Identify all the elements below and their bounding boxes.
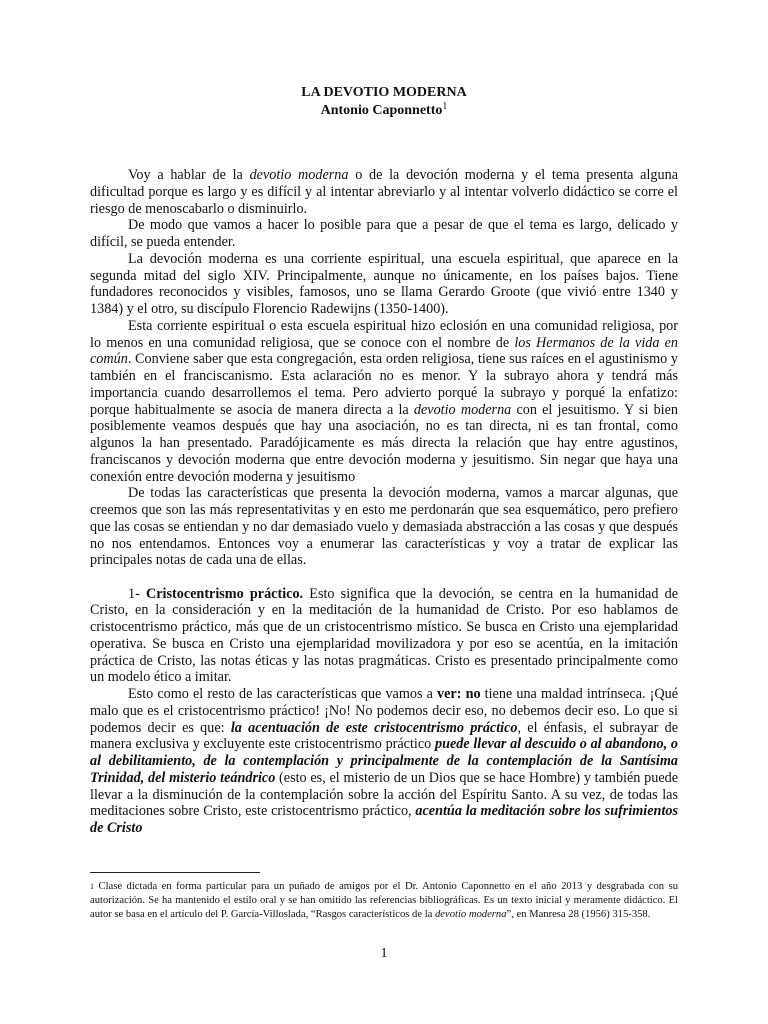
strong-emphasis xyxy=(231,720,518,736)
footnote-reference[interactable]: 1 xyxy=(442,101,448,112)
emphasis-text: acentúa la meditación sobre los sufrimientos de Cristo xyxy=(90,803,678,836)
document-body xyxy=(90,167,678,837)
text-run: tiene una maldad intrínseca. ¡Qué malo que es el cristocentrismo práctico! ¡No! No podemos decir eso, no debemos decir eso. Lo que si podemos decir es que: xyxy=(90,686,679,736)
text-run: La devoción moderna es una corriente espiritual, una escuela espiritual, que aparece en la segunda mitad del siglo XIV. Principalmente, aunque no únicamente, en los países bajos. Tiene fundadores reconocidos y visibles, famosos, uno se llama Gerardo Groote (que vivió entre 1340 y 1384) y el otro, su discípulo Florencio Radewijns (1350-1400). xyxy=(90,250,678,317)
text-run: o de la devoción moderna y el tema presenta alguna dificultad porque es largo y es difícil y al intentar abreviarlo y al intentar volverlo didáctico se corre el riesgo de menoscabarlo o disminuirlo. xyxy=(90,167,678,217)
italic-text: devotio moderna xyxy=(413,401,512,418)
text-run: ”, en Manresa 28 (1956) 315-358. xyxy=(506,908,651,920)
italic-text: devotio moderna xyxy=(435,908,507,920)
text-run: (esto es, el misterio de un Dios que se hace Hombre) y también puede llevar a la disminución de la contemplación sobre la acción del Espíritu Santo. A su vez, de todas las meditaciones sobre Cristo, este cristocentrismo práctico, xyxy=(90,769,679,820)
paragraph xyxy=(90,318,678,486)
paragraph xyxy=(90,586,678,687)
italic-text: devotio moderna xyxy=(249,167,349,183)
bold-text: ver: xyxy=(437,686,462,702)
author-name: Antonio Caponnetto xyxy=(320,103,443,118)
text-run: Voy a hablar de la xyxy=(128,167,250,183)
text-run: Esta corriente espiritual o esta escuela espiritual hizo eclosión en una comunidad religiosa, por lo menos en una comunidad religiosa, que se conoce con el nombre de xyxy=(90,317,678,351)
paragraph xyxy=(90,251,678,318)
footnote xyxy=(90,880,678,922)
text-run: De todas las características que presenta la devoción moderna, vamos a marcar algunas, que creemos que son las más representativitas y en esto me perdonarán que sea esquemático, pero prefiero que las cosas se entiendan y no dar demasiado vuelo y demasiada abstracción a las cosas y que después no nos entendamos. Entonces voy a enumerar las características y voy a tratar de explicar las principales notas de cada una de ellas. xyxy=(90,485,678,569)
bold-text: Cristocentrismo práctico. xyxy=(146,585,304,602)
text-run: 1- xyxy=(128,585,147,602)
emphasis-text: la acentuación de este cristocentrismo práctico xyxy=(230,719,518,736)
document-title: LA DEVOTIO MODERNA xyxy=(301,85,467,100)
bold-text: no xyxy=(465,686,481,702)
footnote-separator xyxy=(90,872,260,873)
text-run: Clase dictada en forma particular para un puñado de amigos por el Dr. Antonio Caponnetto en el año 2013 y desgrabada con su autorización. Se ha mantenido el estilo oral y se han omitido las referencias bibliográficas. Es un texto inicial y meramente didáctico. El autor se basa en el artículo del P. García-Villoslada, “Rasgos característicos de la xyxy=(90,881,678,920)
text-run: Esto significa que la devoción, se centra en la humanidad de Cristo, en la consideración y en la meditación de la humanidad de Cristo. Por eso hablamos de cristocentrismo práctico, más que de un cristocentrismo místico. Se busca en Cristo una ejemplaridad operativa. Se busca en Cristo una ejemplaridad movilizadora y por eso se acentúa, en la imitación práctica de Cristo, las notas éticas y las notas pragmáticas. Cristo es presentado principalmente como un modelo ético a imitar. xyxy=(90,585,678,686)
paragraph xyxy=(90,217,678,251)
paragraph xyxy=(90,167,678,217)
paragraph xyxy=(90,485,678,569)
paragraph xyxy=(90,686,678,837)
footnote-mark: 1 xyxy=(90,882,94,891)
text-run: De modo que vamos a hacer lo posible para que a pesar de que el tema es largo, delicado y difícil, se pueda entender. xyxy=(90,217,678,250)
page-number: 1 xyxy=(380,946,388,961)
text-run: , el énfasis, el subrayar de manera exclusiva y excluyente este cristocentrismo práctico xyxy=(90,719,678,753)
emphasis-text: puede llevar al descuido o al abandono, o al debilitamiento, de la contemplación y principalmente de la contemplación de la Santísima Trinidad, del misterio teándrico xyxy=(90,736,678,786)
text-run: . Conviene saber que esta congregación, esta orden religiosa, tiene sus raíces en el agustinismo y también en el franciscanismo. Esta aclaración no es menor. Y la subrayo ahora y tendrá más importancia cuando desarrollemos el tema. Pero advierto porqué la subrayo y porqué la enfatizo: porque habitualmente se asocia de manera directa a la xyxy=(90,351,678,418)
document-author xyxy=(90,102,678,119)
text-run: con el jesuitismo. Y si bien posiblemente veamos después que hay una asociación, no es tan directa, ni es tan frontal, como algunos la han presentado. Paradójicamente es más directa la relación que hay entre agustinos, franciscanos y devoción moderna que entre devoción moderna y jesuitismo. Sin negar que haya una conexión entre devoción moderna y jesuitismo xyxy=(90,401,679,485)
document-page xyxy=(90,0,678,1024)
italic-text: los Hermanos de la vida en común xyxy=(90,334,678,368)
text-run: Esto como el resto de las características que vamos a xyxy=(128,686,438,702)
